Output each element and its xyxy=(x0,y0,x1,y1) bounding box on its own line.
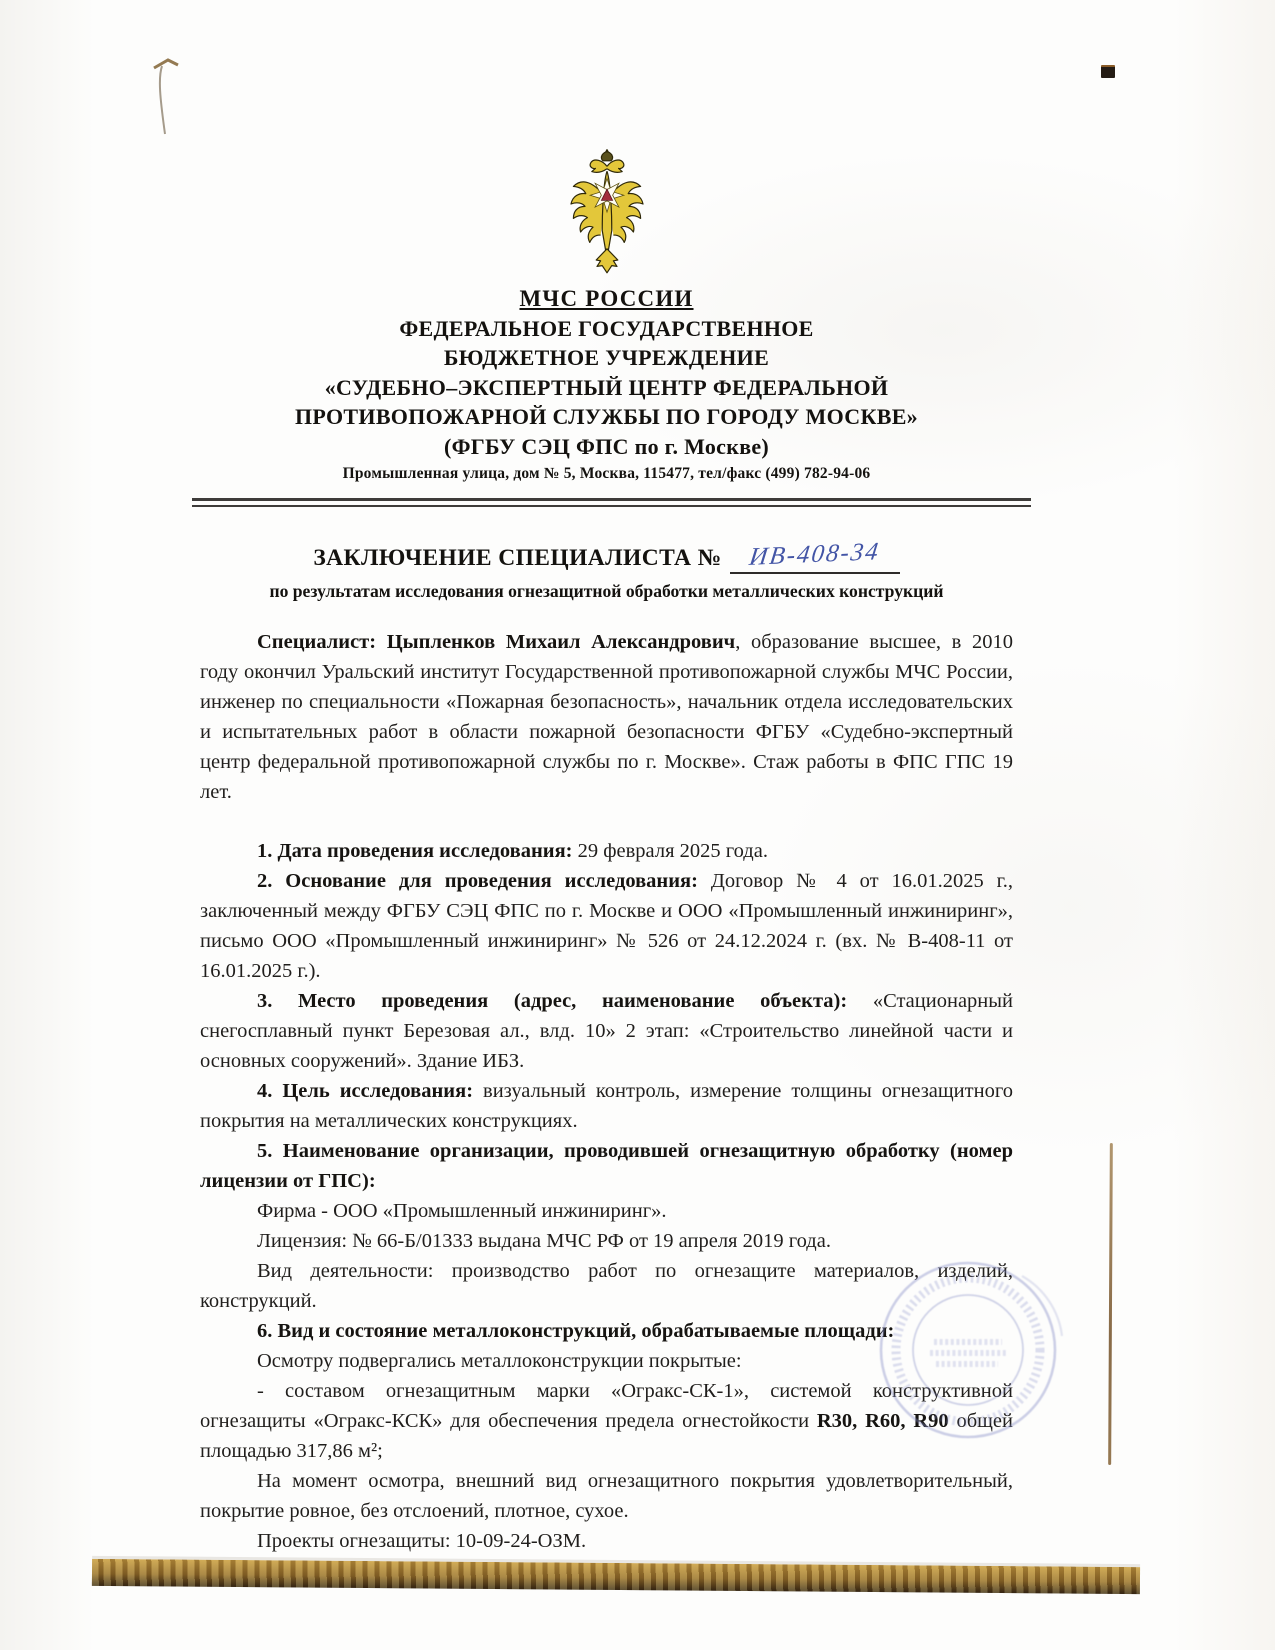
item-5-activity: Вид деятельности: производство работ по огнезащите материалов, изделий, конструкций. xyxy=(200,1260,1013,1312)
header-divider xyxy=(192,498,1031,507)
coating-post: общей площадью 317,86 м²; xyxy=(200,1410,1013,1462)
mchs-eagle-emblem xyxy=(567,148,647,276)
org-name-line-6: (ФГБУ СЭЦ ФПС по г. Москве) xyxy=(443,433,770,459)
specialist-rest: , образование высшее, в 2010 году окончил Уральский институт Государственной противопожарной службы МЧС России, инженер по специальности «Пожарная безопасность», начальник отдела исследовательских и испытательных работ в области пожарной безопасности ФГБУ «Судебно-экспертный центр федеральной противопожарной службы по г. Москве». Стаж работы в ФПС ГПС 19 лет. xyxy=(200,631,1013,803)
item-5-license: Лицензия: № 66-Б/01333 выдана МЧС РФ от 19 апреля 2019 года. xyxy=(257,1230,831,1252)
item-4-purpose xyxy=(200,1076,1013,1136)
item-6-condition: На момент осмотра, внешний вид огнезащитного покрытия удовлетворительный, покрытие ровное, без отслоений, плотное, сухое. xyxy=(200,1470,1013,1522)
org-name-line-1: МЧС РОССИИ xyxy=(519,286,694,311)
item-2-text: Договор № 4 от 16.01.2025 г., заключенный между ФГБУ СЭЦ ФПС по г. Москве и ООО «Промышленный инжиниринг», письмо ООО «Промышленный инжиниринг» № 526 от 24.12.2024 г. (вх. № В-408-11 от 16.01.2025 г.). xyxy=(200,870,1013,982)
corner-clip-mark xyxy=(1101,65,1115,78)
round-stamp xyxy=(872,1246,1068,1454)
item-3-location xyxy=(200,986,1013,1076)
document-subtitle: по результатам исследования огнезащитной обработки металлических конструкций xyxy=(269,581,944,601)
document-number-blank xyxy=(730,538,900,574)
specialist-lead: Специалист: Цыпленков Михаил Александрович xyxy=(257,631,736,653)
org-address: Промышленная улица, дом № 5, Москва, 115477, тел/факс (499) 782-94-06 xyxy=(342,465,871,482)
item-2-basis xyxy=(200,866,1013,986)
item-4-text: визуальный контроль, измерение толщины огнезащитного покрытия на металлических конструкциях. xyxy=(200,1080,1013,1132)
item-3-lead: 3. Место проведения (адрес, наименование объекта): xyxy=(257,990,848,1012)
org-name-line-3: БЮДЖЕТНОЕ УЧРЕЖДЕНИЕ xyxy=(443,345,770,370)
org-name-line-4: «СУДЕБНО–ЭКСПЕРТНЫЙ ЦЕНТР ФЕДЕРАЛЬНОЙ xyxy=(324,374,889,400)
org-header xyxy=(200,284,1013,461)
item-3-text: «Стационарный снегосплавный пункт Березовая ал., влд. 10» 2 этап: «Строительство линейной части и основных сооружений». Здание ИБЗ. xyxy=(200,990,1014,1072)
item-2-lead: 2. Основание для проведения исследования: xyxy=(257,870,698,892)
item-1-date xyxy=(200,836,1013,866)
item-5-firm: Фирма - ООО «Промышленный инжиниринг». xyxy=(257,1200,667,1222)
title-label: ЗАКЛЮЧЕНИЕ СПЕЦИАЛИСТА № xyxy=(313,545,722,571)
handwritten-number: ИВ-408-34 xyxy=(748,538,883,571)
org-name-line-2: ФЕДЕРАЛЬНОЕ ГОСУДАРСТВЕННОЕ xyxy=(399,315,814,341)
item-5-lead: 5. Наименование организации, проводившей огнезащитную обработку (номер лицензии от ГПС): xyxy=(200,1140,1013,1192)
coating-pre: - составом огнезащитным марки «Огракс-СК-1», системой конструктивной огнезащиты «Огракс-КСК» для обеспечения предела огнестойкости xyxy=(200,1380,1013,1432)
item-4-lead: 4. Цель исследования: xyxy=(257,1080,474,1102)
fire-resistance-ratings: R30, R60, R90 xyxy=(816,1410,949,1432)
item-5-organization xyxy=(200,1136,1013,1196)
document-title xyxy=(200,538,1013,574)
pen-mark xyxy=(148,54,210,146)
item-6-projects: Проекты огнезащиты: 10-09-24-ОЗМ. xyxy=(257,1530,587,1552)
item-1-text: 29 февраля 2025 года. xyxy=(572,840,768,862)
item-6-lead: 6. Вид и состояние металлоконструкций, обрабатываемые площади: xyxy=(257,1320,895,1342)
item-1-lead: 1. Дата проведения исследования: xyxy=(257,840,573,862)
org-name-line-5: ПРОТИВОПОЖАРНОЙ СЛУЖБЫ ПО ГОРОДУ МОСКВЕ» xyxy=(295,404,918,429)
specialist-paragraph xyxy=(200,627,1013,807)
item-6-inspected: Осмотру подвергались металлоконструкции покрытые: xyxy=(257,1350,742,1372)
